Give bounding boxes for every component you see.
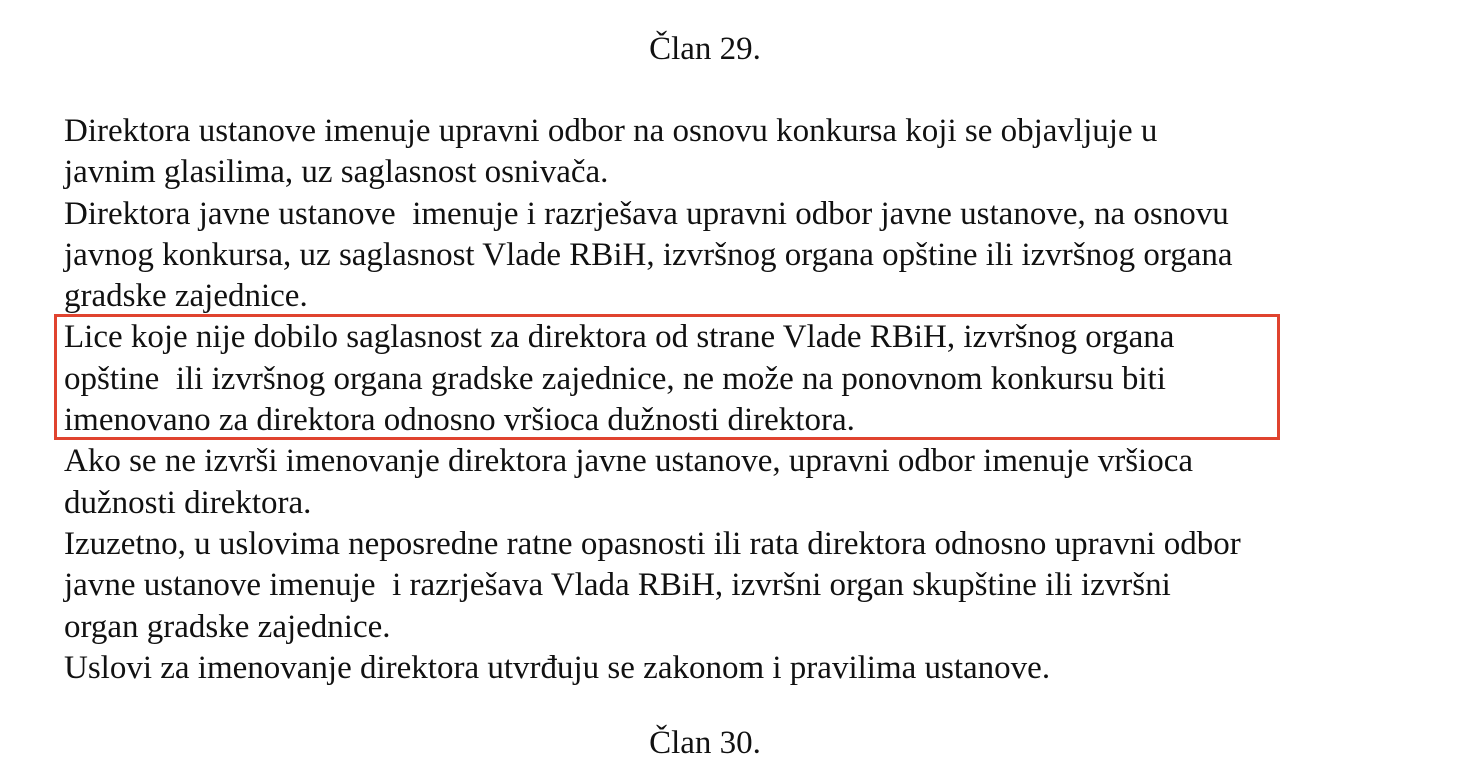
text-line: gradske zajednice. [64, 278, 308, 315]
paragraph [64, 648, 1404, 689]
text-line: dužnosti direktora. [64, 484, 312, 521]
text-line: opštine ili izvršnog organa gradske zajednice, ne može na ponovnom konkursu biti [64, 360, 1166, 397]
text-line: imenovano za direktora odnosno vršioca dužnosti direktora. [64, 402, 855, 439]
text-line: Direktora ustanove imenuje upravni odbor na osnovu konkursa koji se objavljuje u [64, 113, 1158, 149]
text-line: organ gradske zajednice. [64, 608, 391, 645]
text-line: Izuzetno, u uslovima neposredne ratne opasnosti ili rata direktora odnosno upravni odbor [64, 525, 1241, 562]
text-line: Uslovi za imenovanje direktora utvrđuju se zakonom i pravilima ustanove. [64, 649, 1051, 686]
paragraph [64, 194, 1404, 318]
text-line: Direktora javne ustanove imenuje i razrješava upravni odbor javne ustanove, na osnovu [64, 195, 1229, 232]
text-line: Lice koje nije dobilo saglasnost za direktora od strane Vlade RBiH, izvršnog organa [64, 319, 1175, 356]
paragraph [64, 111, 1404, 194]
highlighted-paragraph [64, 317, 1404, 441]
paragraph [64, 441, 1404, 524]
text-line: javne ustanove imenuje i razrješava Vlada RBiH, izvršni organ skupštine ili izvršni [64, 567, 1171, 604]
next-article-heading: Član 30. [649, 725, 761, 761]
text-line: javnog konkursa, uz saglasnost Vlade RBiH, izvršnog organa opštine ili izvršnog organa [64, 236, 1233, 273]
text-line: Ako se ne izvrši imenovanje direktora javne ustanove, upravni odbor imenuje vršioca [64, 443, 1193, 480]
paragraph [64, 524, 1404, 648]
article-heading: Član 29. [649, 31, 761, 67]
article-body [64, 111, 1404, 689]
text-line: javnim glasilima, uz saglasnost osnivača. [64, 154, 609, 191]
